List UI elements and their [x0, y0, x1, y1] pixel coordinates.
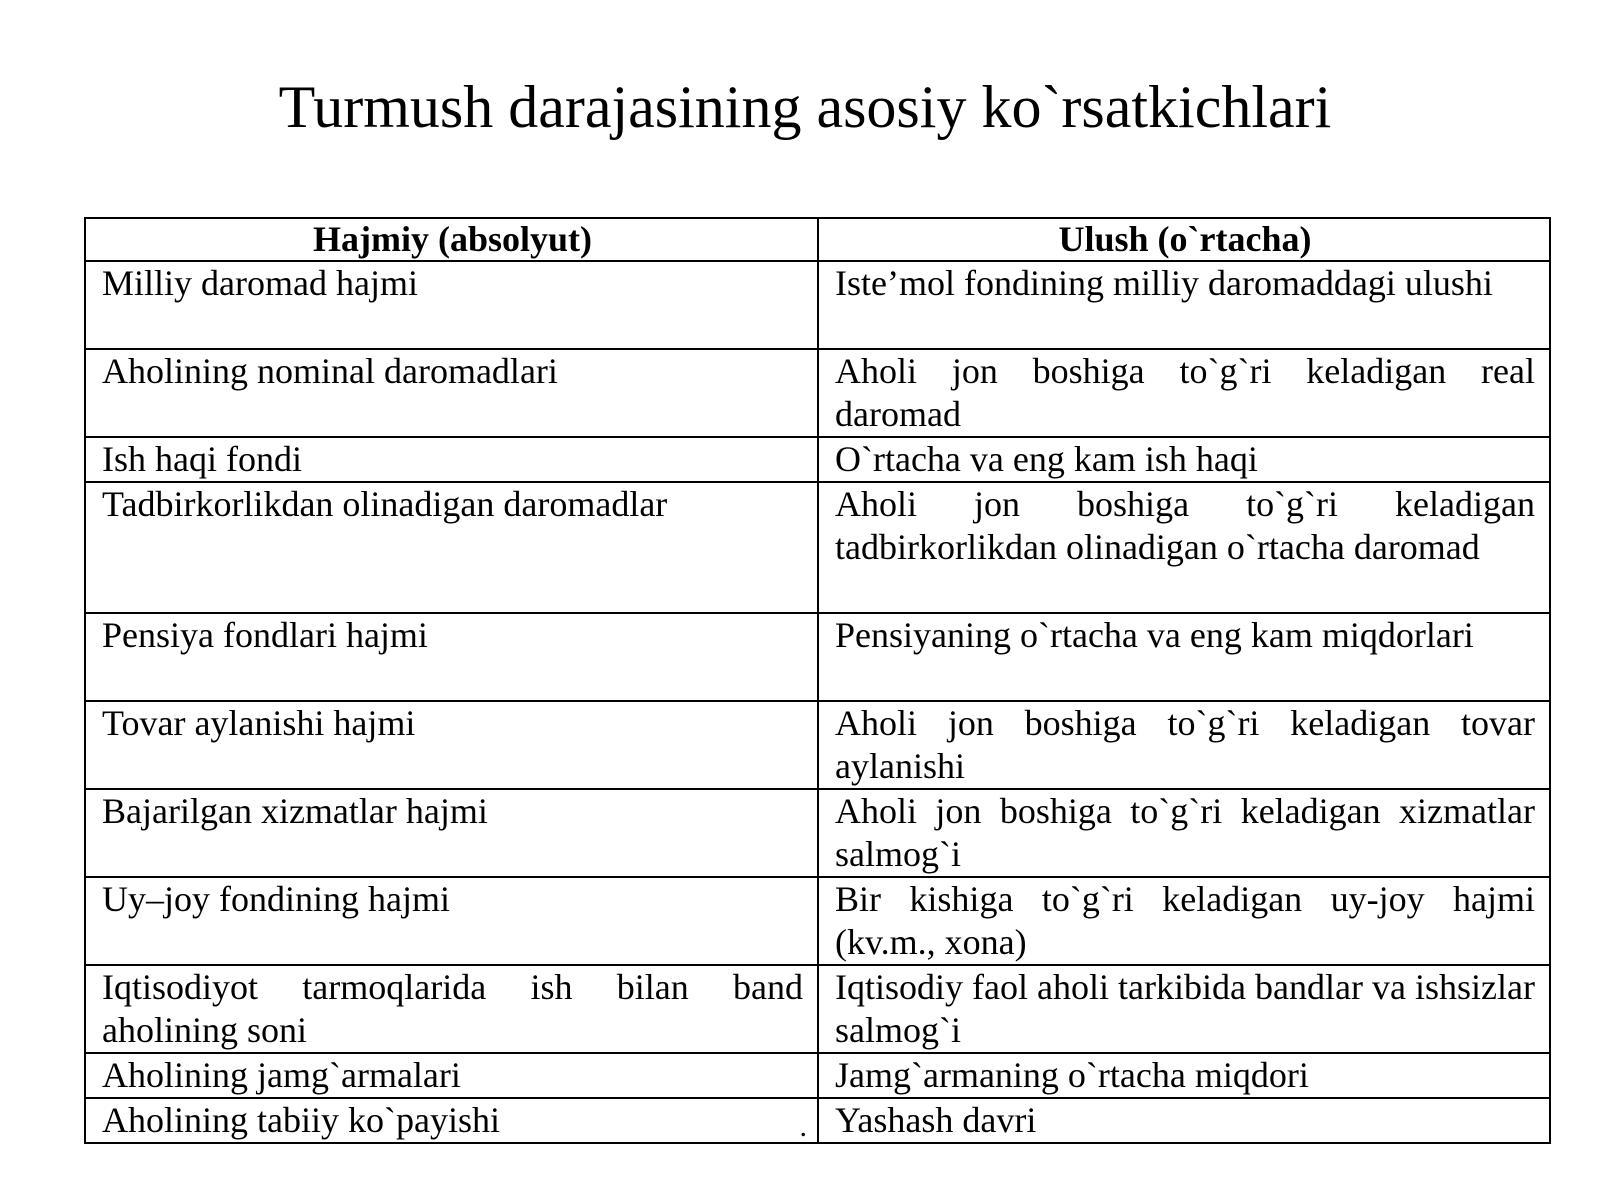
table-row: [85, 1053, 1550, 1098]
cell-absolute: Bajarilgan xizmatlar hajmi: [85, 789, 818, 877]
cell-share: O`rtacha va eng kam ish haqi: [818, 437, 1550, 482]
table-row: [85, 349, 1550, 437]
cell-share: Aholi jon boshiga to`g`ri keladigan xizmatlar salmog`i: [818, 789, 1550, 877]
cell-share: Iste’mol fondining milliy daromaddagi ulushi: [818, 261, 1550, 349]
header-share: Ulush (o`rtacha): [818, 218, 1550, 261]
table-row: [85, 701, 1550, 789]
cell-absolute: Ish haqi fondi: [85, 437, 818, 482]
cell-absolute: [85, 1098, 818, 1143]
slide-title: Turmush darajasining asosiy ko`rsatkichlari: [278, 74, 1332, 140]
cell-absolute: Iqtisodiyot tarmoqlarida ish bilan band aholining soni: [85, 965, 818, 1053]
table-header-row: [85, 218, 1550, 261]
table-row: [85, 1098, 1550, 1143]
cell-share: Pensiyaning o`rtacha va eng kam miqdorlari: [818, 613, 1550, 701]
cell-absolute: Milliy daromad hajmi: [85, 261, 818, 349]
cell-absolute: Tovar aylanishi hajmi: [85, 701, 818, 789]
table-row: [85, 613, 1550, 701]
cell-share: Yashash davri: [818, 1098, 1550, 1143]
cell-share: Aholi jon boshiga to`g`ri keladigan tovar aylanishi: [818, 701, 1550, 789]
table-row: [85, 877, 1550, 965]
cell-share: Iqtisodiy faol aholi tarkibida bandlar va ishsizlar salmog`i: [818, 965, 1550, 1053]
table-row: [85, 482, 1550, 613]
cell-absolute: Pensiya fondlari hajmi: [85, 613, 818, 701]
table-row: [85, 437, 1550, 482]
cell-absolute: Uy–joy fondining hajmi: [85, 877, 818, 965]
cell-absolute: Aholining jamg`armalari: [85, 1053, 818, 1098]
header-absolute: Hajmiy (absolyut): [85, 218, 818, 261]
table-row: [85, 789, 1550, 877]
cell-share: Aholi jon boshiga to`g`ri keladigan tadbirkorlikdan olinadigan o`rtacha daromad: [818, 482, 1550, 613]
cell-share: Aholi jon boshiga to`g`ri keladigan real daromad: [818, 349, 1550, 437]
table-row: [85, 261, 1550, 349]
cell-absolute: Aholining nominal daromadlari: [85, 349, 818, 437]
stray-mark: .: [799, 1110, 807, 1143]
cell-share: Jamg`armaning o`rtacha miqdori: [818, 1053, 1550, 1098]
table-row: [85, 965, 1550, 1053]
cell-absolute: Tadbirkorlikdan olinadigan daromadlar: [85, 482, 818, 613]
indicators-table: [84, 217, 1551, 1144]
cell-absolute-text: Aholining tabiiy ko`payishi: [102, 1100, 500, 1140]
cell-share: Bir kishiga to`g`ri keladigan uy-joy hajmi (kv.m., xona): [818, 877, 1550, 965]
